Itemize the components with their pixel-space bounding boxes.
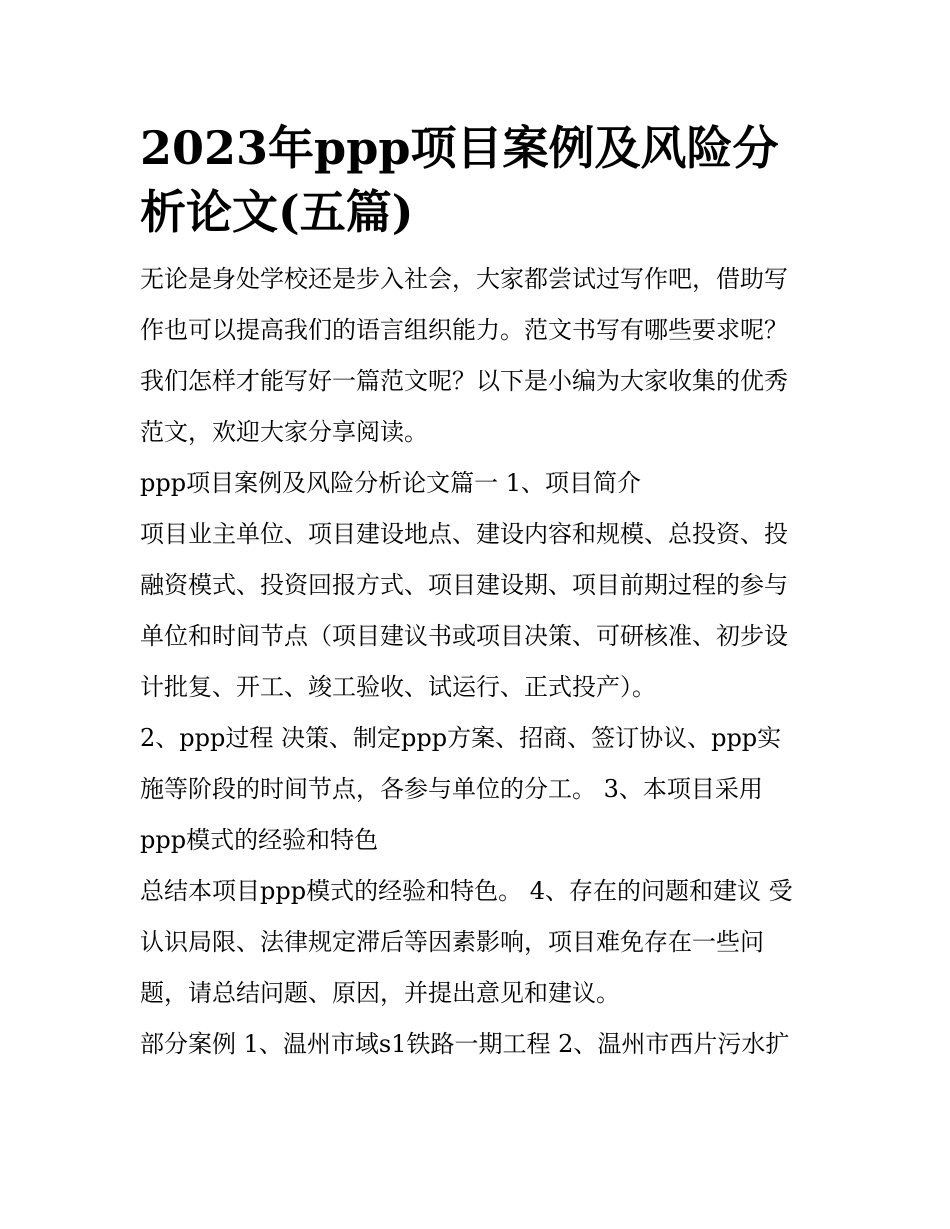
text-line: 部分案例 1、温州市域s1铁路一期工程 2、温州市西片污水扩 xyxy=(140,1030,790,1058)
text-line: 我们怎样才能写好一篇范文呢？以下是小编为大家收集的优秀 xyxy=(140,367,788,395)
text-line: ppp项目案例及风险分析论文篇一 1、项目简介 xyxy=(140,469,641,497)
text-line: ppp模式的经验和特色 xyxy=(140,826,379,854)
text-line: 计批复、开工、竣工验收、试运行、正式投产）。 xyxy=(140,673,656,701)
text-line: 施等阶段的时间节点，各参与单位的分工。 3、本项目采用 xyxy=(140,775,763,803)
text-line: 单位和时间节点（项目建议书或项目决策、可研核准、初步设 xyxy=(140,622,788,650)
text-line: 范文，欢迎大家分享阅读。 xyxy=(140,418,428,446)
text-line: 认识局限、法律规定滞后等因素影响，项目难免存在一些问 xyxy=(140,928,764,956)
text-line: 无论是身处学校还是步入社会，大家都尝试过写作吧，借助写 xyxy=(140,265,788,293)
text-line: 作也可以提高我们的语言组织能力。范文书写有哪些要求呢？ xyxy=(140,316,788,344)
title-line: 析论文(五篇) xyxy=(140,185,414,239)
text-line: 题，请总结问题、原因，并提出意见和建议。 xyxy=(140,979,620,1007)
text-line: 2、ppp过程 决策、制定ppp方案、招商、签订协议、ppp实 xyxy=(140,724,782,752)
title-line: 2023年ppp项目案例及风险分 xyxy=(140,121,779,175)
intro-paragraph xyxy=(140,254,812,458)
project-intro-paragraph xyxy=(140,509,812,713)
cases-paragraph xyxy=(140,1019,812,1070)
ppp-process-paragraph xyxy=(140,713,812,866)
summary-paragraph xyxy=(140,866,812,1019)
text-line: 项目业主单位、项目建设地点、建设内容和规模、总投资、投 xyxy=(140,520,788,548)
text-line: 总结本项目ppp模式的经验和特色。 4、存在的问题和建议 受 xyxy=(140,877,793,905)
text-line: 融资模式、投资回报方式、项目建设期、项目前期过程的参与 xyxy=(140,571,788,599)
section-heading-paragraph xyxy=(140,458,812,509)
document-title xyxy=(140,116,812,244)
document-body xyxy=(140,116,812,1070)
